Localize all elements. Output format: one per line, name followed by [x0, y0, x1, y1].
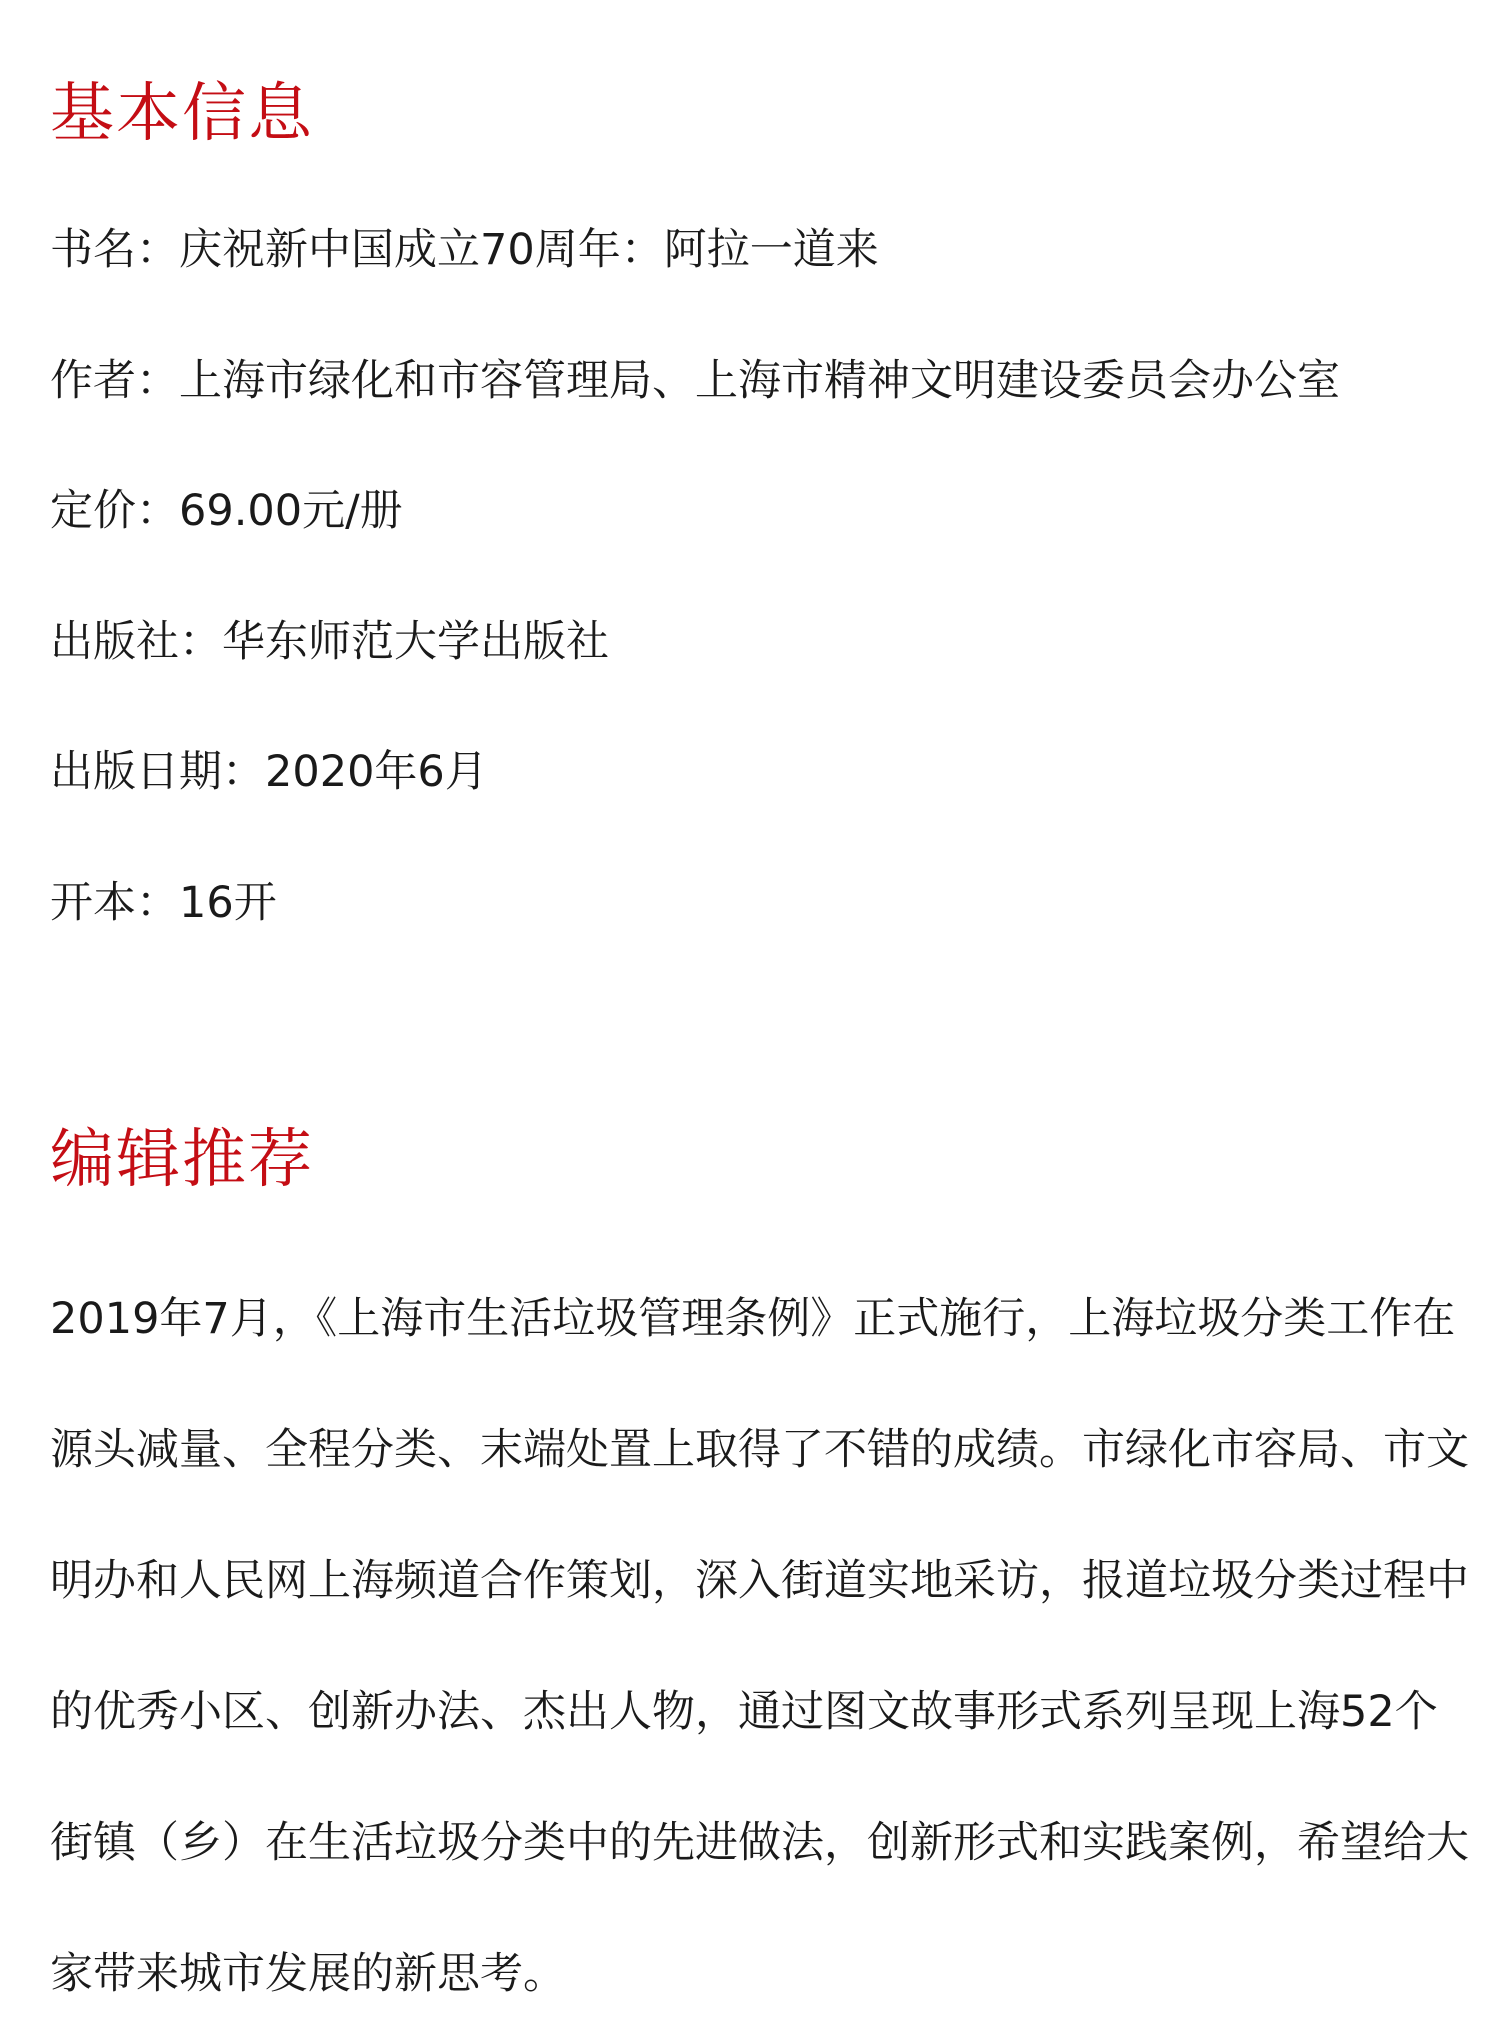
info-label: 出版日期： [50, 747, 265, 797]
info-label: 定价： [50, 486, 179, 536]
info-row-publish-date [50, 744, 1340, 875]
info-row-format [50, 875, 1340, 1006]
info-row-author [50, 353, 1340, 484]
info-label: 开本： [50, 877, 179, 928]
info-row-title [50, 222, 1340, 353]
info-value: 华东师范大学出版社 [222, 616, 609, 667]
info-value: 16开 [179, 877, 277, 928]
info-value: 2020年6月 [265, 747, 488, 797]
basic-info-list [50, 222, 1340, 1005]
info-row-publisher [50, 614, 1340, 745]
info-value: 上海市绿化和市容管理局、上海市精神文明建设委员会办公室 [179, 355, 1340, 406]
info-value: 庆祝新中国成立70周年：阿拉一道来 [179, 225, 879, 275]
info-label: 出版社： [50, 616, 222, 667]
info-label: 作者： [50, 355, 179, 406]
info-row-price [50, 483, 1340, 614]
info-value: 69.00元/册 [179, 486, 403, 536]
recommendation-heading: 编辑推荐 [50, 1123, 314, 1197]
info-label: 书名： [50, 225, 179, 275]
basic-info-heading: 基本信息 [50, 77, 314, 151]
recommendation-paragraph: 2019年7月，《上海市生活垃圾管理条例》正式施行，上海垃圾分类工作在源头减量、全程分类、末端处置上取得了不错的成绩。市绿化市容局、市文明办和人民网上海频道合作策划，深入街道实地采访，报道垃圾分类过程中的优秀小区、创新办法、杰出人物，通过图文故事形式系列呈现上海52个街镇（乡）在生活垃圾分类中的先进做法，创新形式和实践案例，希望给大家带来城市发展的新思考。 [50, 1294, 1469, 1999]
